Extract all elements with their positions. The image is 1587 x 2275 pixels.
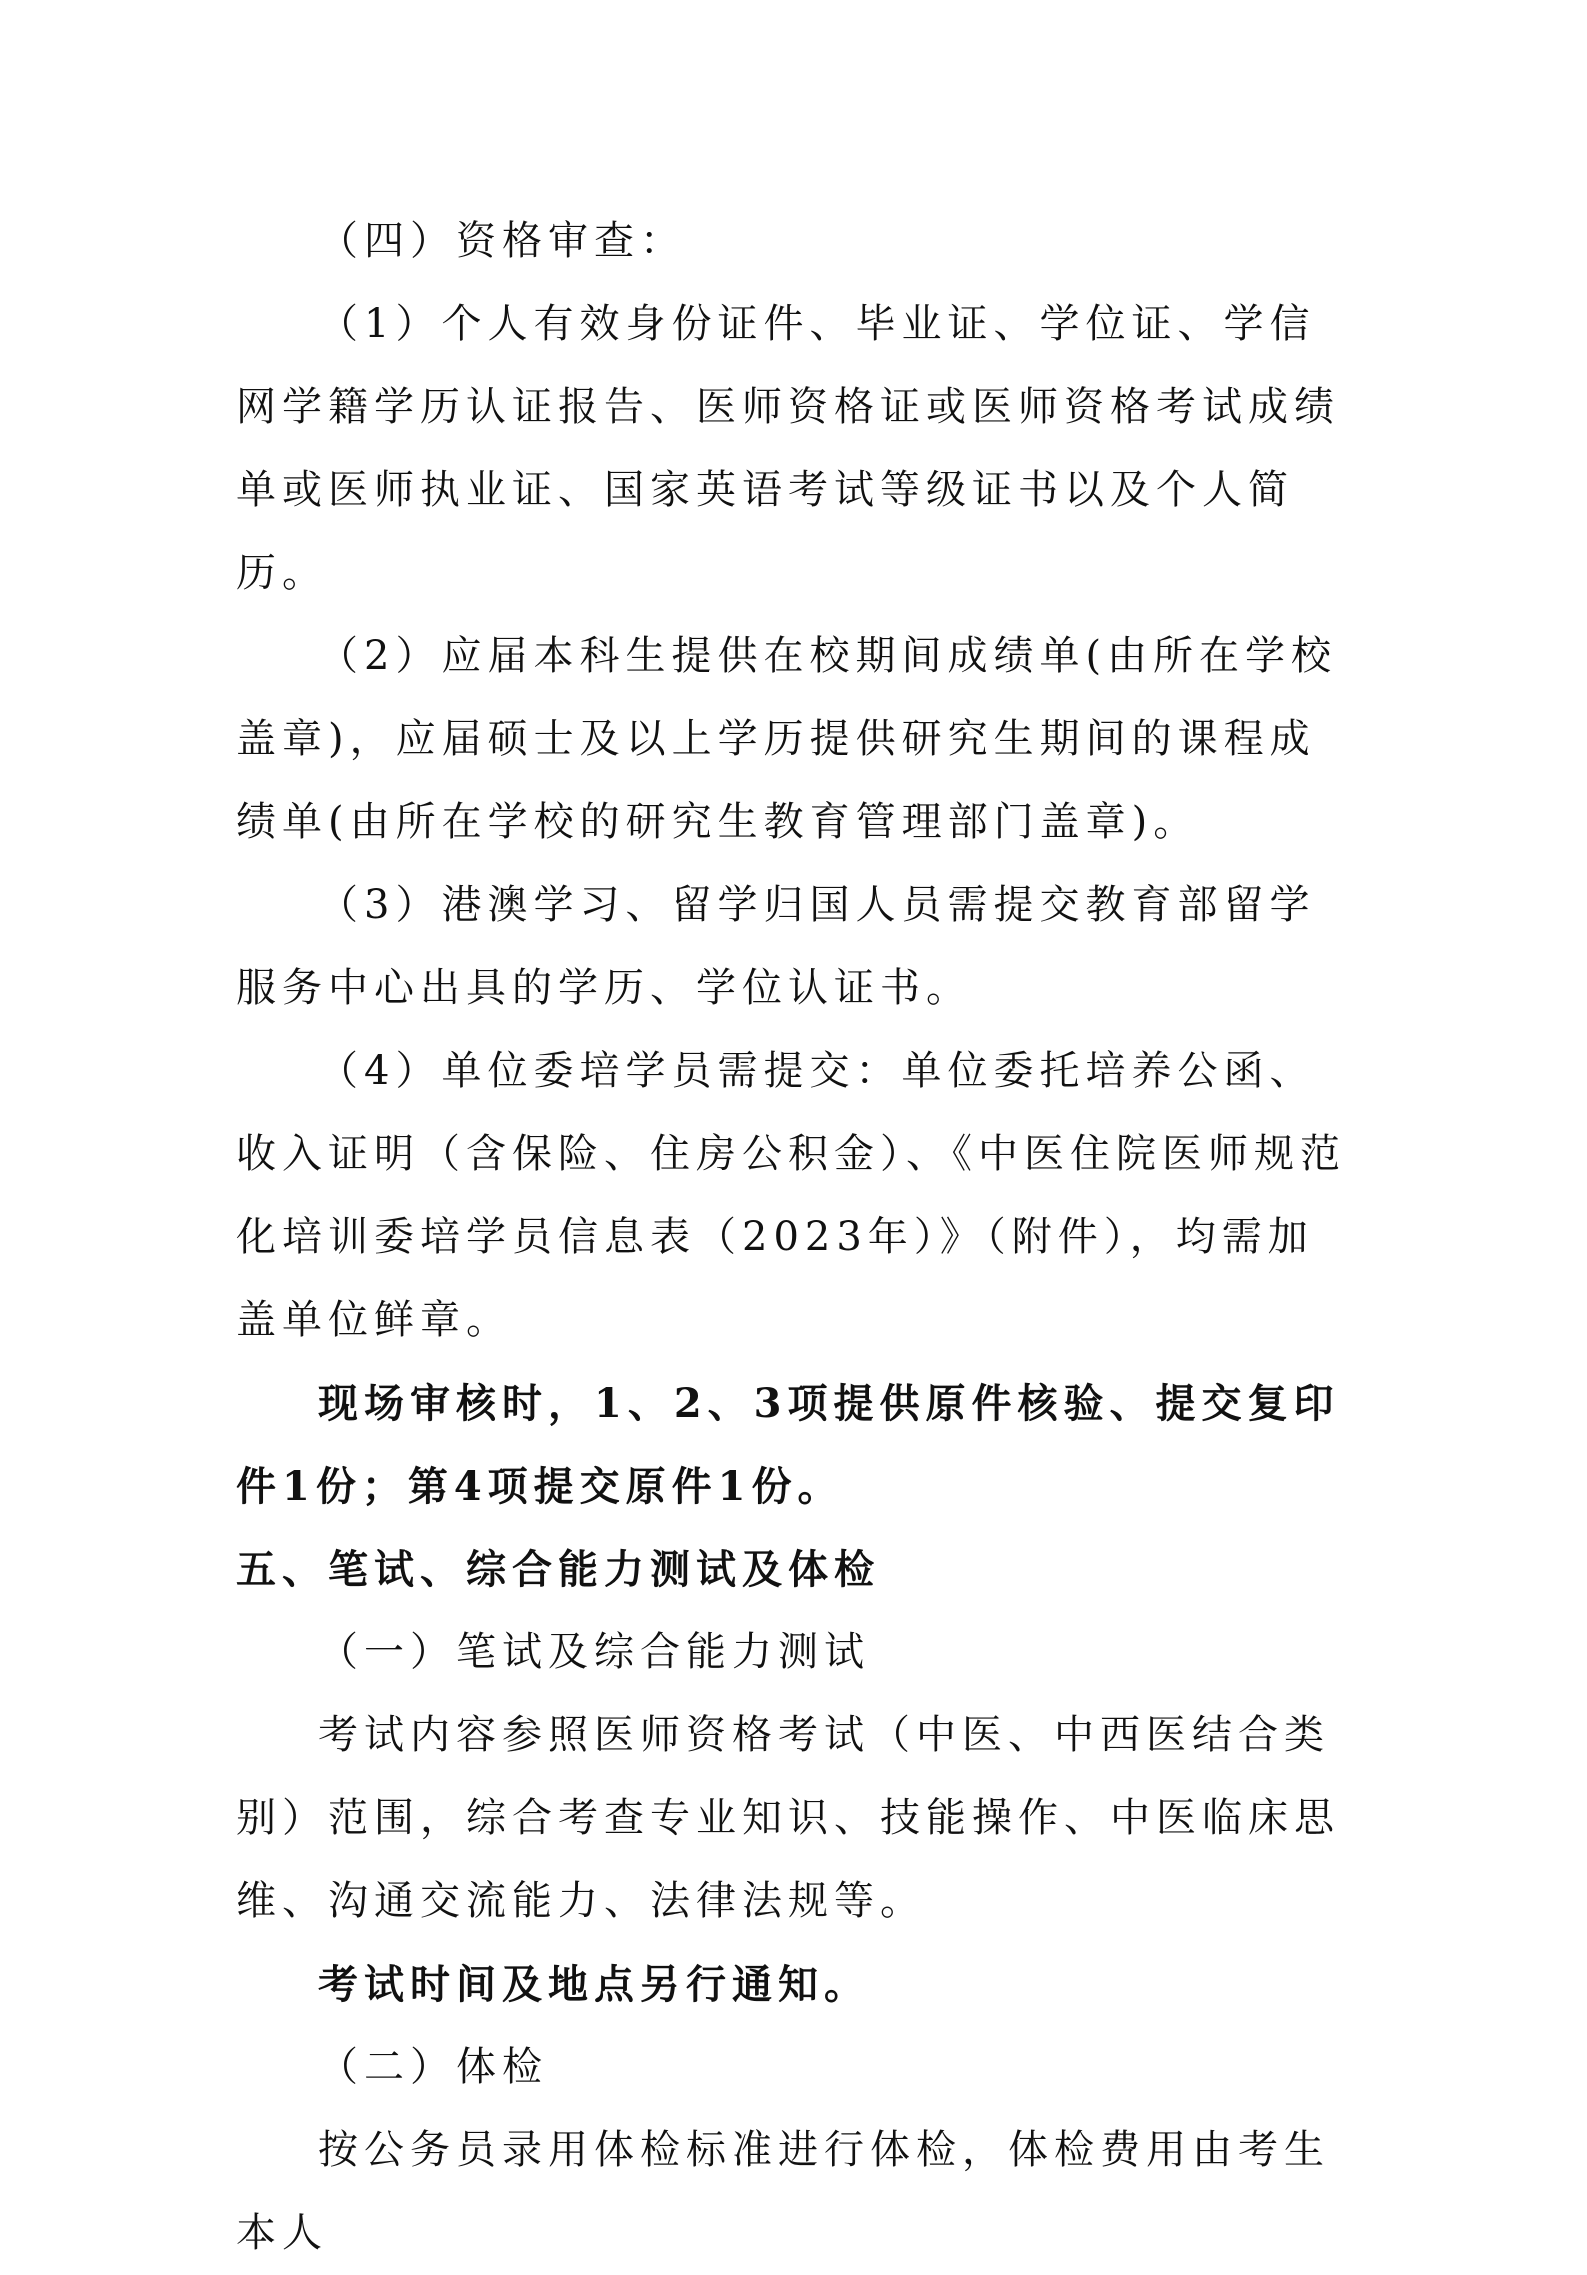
requirement-item-3: （3）港澳学习、留学归国人员需提交教育部留学服务中心出具的学历、学位认证书。 xyxy=(236,882,1316,1011)
written-test-subheading: （一）笔试及综合能力测试 xyxy=(318,1629,870,1675)
requirement-item-2: （2）应届本科生提供在校期间成绩单(由所在学校盖章)，应届硕士及以上学历提供研究生期间的课程成绩单(由所在学校的研究生教育管理部门盖章)。 xyxy=(236,633,1338,845)
requirement-item-1: （1）个人有效身份证件、毕业证、学位证、学信网学籍学历认证报告、医师资格证或医师资格考试成绩单或医师执业证、国家英语考试等级证书以及个人简历。 xyxy=(236,301,1340,596)
exam-time-note: 考试时间及地点另行通知。 xyxy=(318,1961,870,2008)
exam-content-paragraph: 考试内容参照医师资格考试（中医、中西医结合类别）范围，综合考查专业知识、技能操作、中医临床思维、沟通交流能力、法律法规等。 xyxy=(236,1712,1340,1924)
document-body xyxy=(236,200,1351,2275)
requirement-item-4: （4）单位委培学员需提交：单位委托培养公函、收入证明（含保险、住房公积金）、《中医住院医师规范化培训委培学员信息表（2023年）》（附件），均需加盖单位鲜章。 xyxy=(236,1048,1346,1343)
physical-exam-subheading: （二）体检 xyxy=(318,2044,548,2090)
section-five-heading: 五、笔试、综合能力测试及体检 xyxy=(236,1546,880,1593)
physical-exam-paragraph: 按公务员录用体检标准进行体检，体检费用由考生本人 xyxy=(236,2127,1330,2256)
onsite-review-note: 现场审核时，1、2、3项提供原件核验、提交复印件1份；第4项提交原件1份。 xyxy=(236,1380,1340,1510)
qualification-review-heading: （四）资格审查： xyxy=(318,218,686,264)
